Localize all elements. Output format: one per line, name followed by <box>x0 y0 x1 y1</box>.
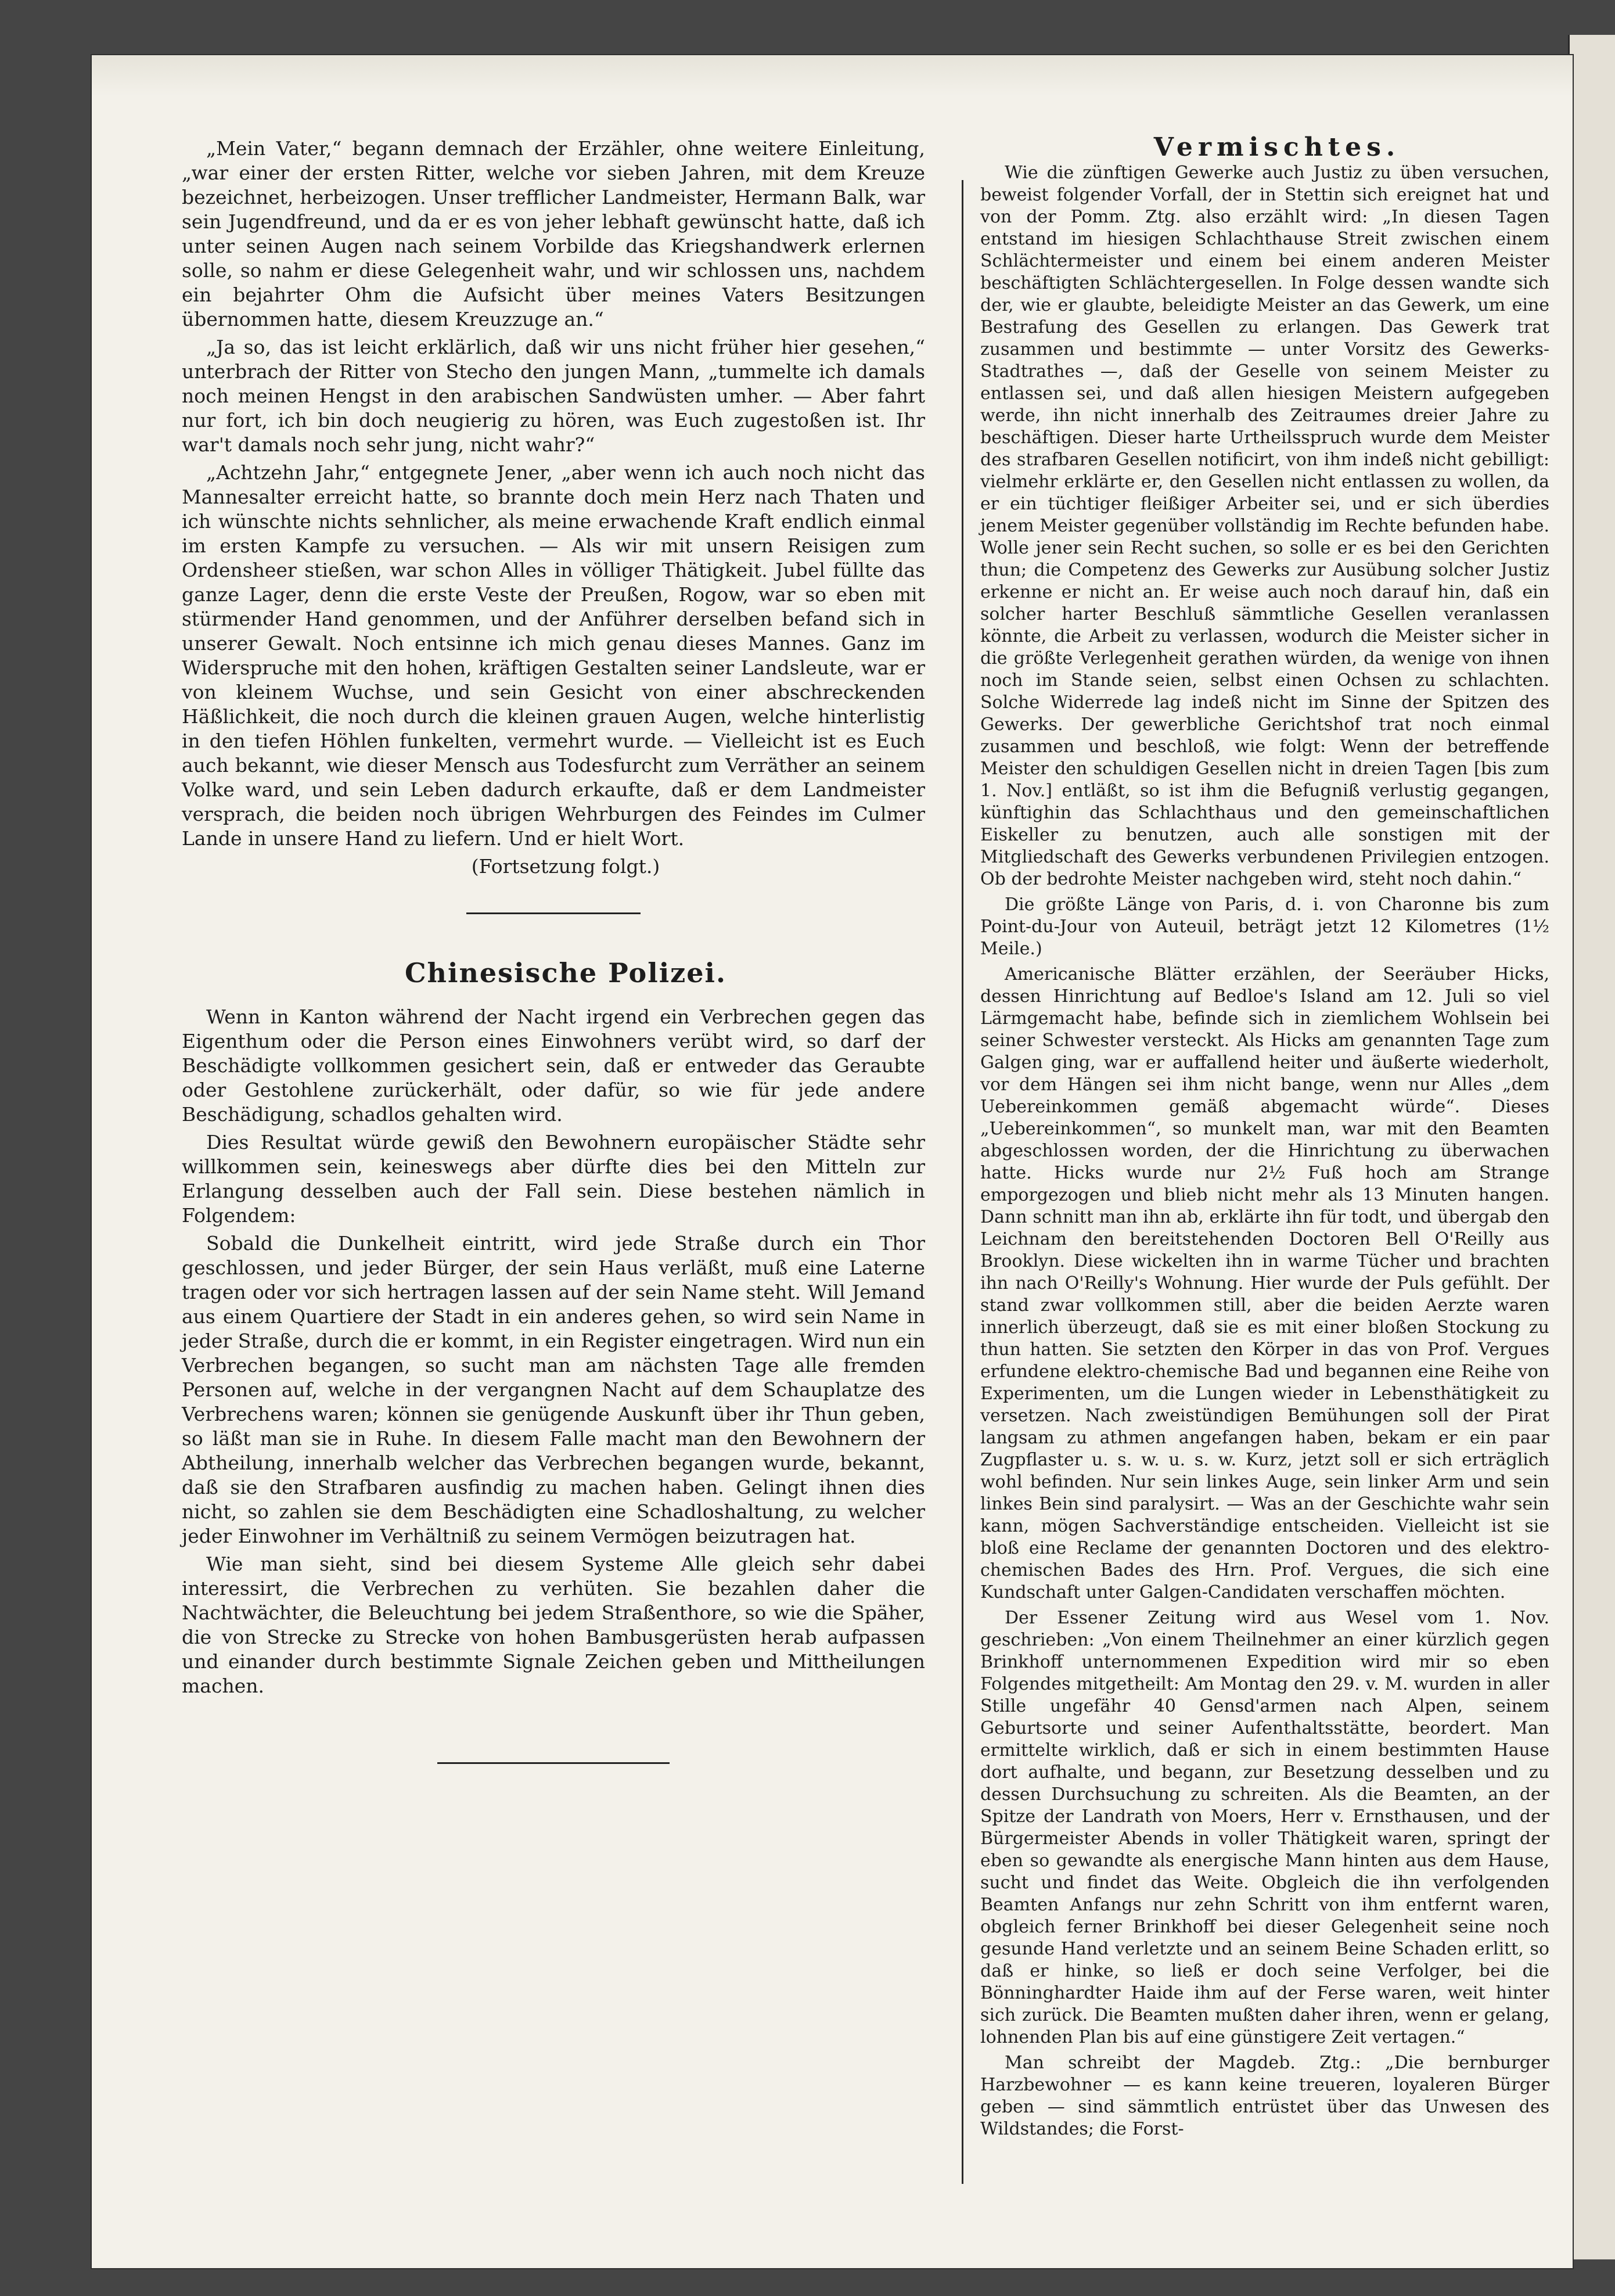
chinese-paragraph-1: Wenn in Kanton während der Nacht irgend ein Verbrechen gegen das Eigenthum oder die Person eines Einwohners verübt wird, so darf der Beschädigte vollkommen gesichert sein, daß er entweder das Geraubte oder Gestohlene zurückerhält, oder dafür, so wie für jede andere Beschädigung, schadlos gehalten wird. <box>182 1005 925 1126</box>
misc-paragraph-4: Der Essener Zeitung wird aus Wesel vom 1. Nov. geschrieben: „Von einem Theilnehmer an einer kürzlich gegen Brinkhoff unternommenen Expedition wird mir so eben Folgendes mitgetheilt: Am Montag den 29. v. M. wurden in aller Stille ungefähr 40 Gensd'armen nach Alpen, seinem Geburtsorte und seiner Aufenthaltsstätte, beordert. Man ermittelte wirklich, daß er sich in einem bestimmten Hause dort aufhalte, und begann, zur Besetzung desselben und zu dessen Durchsuchung zu schreiten. Als die Beamten, an der Spitze der Landrath von Moers, Herr v. Ernsthausen, und der Bürgermeister Abends in voller Thätigkeit waren, springt der eben so gewandte als energische Mann hinten aus dem Hause, sucht und findet das Weite. Obgleich die ihn verfolgenden Beamten Anfangs nur zehn Schritt von ihm entfernt waren, obgleich ferner Brinkhoff bei dieser Gelegenheit seine noch gesunde Hand verletzte und an seinem Beine Schaden erlitt, so daß er hinke, so ließ er doch seine Verfolger, bei die Bönninghardter Haide ihm auf der Ferse waren, weit hinter sich zurück. Die Beamten mußten daher ihren, wenn er gelang, lohnenden Plan bis auf eine günstigere Zeit vertagen.“ <box>980 1608 1549 2047</box>
column-rule <box>962 180 963 2184</box>
end-divider <box>437 1762 670 1764</box>
next-page-edge <box>1568 35 1615 2259</box>
misc-paragraph-1: Wie die zünftigen Gewerke auch Justiz zu üben versuchen, beweist folgender Vorfall, der in Stettin sich ereignet hat und von der Pomm. Ztg. also erzählt wird: „In diesen Tagen entstand im hiesigen Schlachthause Streit zwischen einem Schlächtermeister und einem bei einem anderen Meister beschäftigten Schlächtergesellen. In Folge dessen wandte sich der, wie er glaubte, beleidigte Meister an das Gewerk, um eine Bestrafung des Gesellen zu erlangen. Das Gewerk trat zusammen und bestimmte — unter Vorsitz des Gewerks-Stadtrathes —, daß der Geselle von seinem Meister zu entlassen sei, und daß allen hiesigen Meistern aufgegeben werde, ihn nicht innerhalb des Zeitraumes dreier Jahre zu beschäftigen. Dieser harte Urtheilsspruch wurde dem Meister des strafbaren Gesellen notificirt, von ihm indeß nicht gebilligt: vielmehr erklärte er, den Gesellen nicht entlassen zu wollen, da er ein tüchtiger fleißiger Arbeiter sei, und er sich überdies jenem Meister gegenüber vollständig im Rechte befunden habe. Wolle jener sein Recht suchen, so solle er es bei den Gerichten thun; die Competenz des Gewerks zur Ausübung solcher Justiz erkenne er nicht an. Er weise auch noch darauf hin, daß ein solcher harter Beschluß sämmtliche Gesellen veranlassen könnte, die Arbeit zu verlassen, wodurch die Meister sicher in die größte Verlegenheit gerathen würden, da wenige von ihnen noch im Stande seien, selbst einen Ochsen zu schlachten. Solche Widerrede lag indeß nicht im Sinne der Spitzen des Gewerks. Der gewerbliche Gerichtshof trat noch einmal zusammen und beschloß, wie folgt: Wenn der betreffende Meister den schuldigen Gesellen nicht in dreien Tagen [bis zum 1. Nov.] entläßt, so ist ihm die Befugniß verlustig gegangen, künftighin das Schlachthaus und den gemeinschaftlichen Eiskeller zu benutzen, auch alle sonstigen mit der Mitgliedschaft des Gewerks verbundenen Privilegien entzogen. Ob der bedrohte Meister nachgeben wird, steht noch dahin.“ <box>980 163 1549 889</box>
right-column <box>980 132 1549 2144</box>
chinese-paragraph-4: Wie man sieht, sind bei diesem Systeme Alle gleich sehr dabei interessirt, die Verbrechen zu verhüten. Sie bezahlen daher die Nachtwächter, die Beleuchtung bei jedem Straßenthore, so wie die Späher, die von Strecke zu Strecke von hohen Bambusgerüsten herab aufpassen und einander durch bestimmte Signale Zeichen geben und Mittheilungen machen. <box>182 1553 925 1697</box>
misc-paragraph-2: Die größte Länge von Paris, d. i. von Charonne bis zum Point-du-Jour von Auteuil, beträgt jetzt 12 Kilometres (1½ Meile.) <box>980 894 1549 959</box>
continuation-note: (Fortsetzung folgt.) <box>471 855 660 878</box>
left-column <box>182 136 925 1764</box>
misc-paragraph-5: Man schreibt der Magdeb. Ztg.: „Die bernburger Harzbewohner — es kann keine treueren, loyaleren Bürger geben — sind sämmtlich entrüstet über das Unwesen des Wildstandes; die Forst- <box>980 2053 1549 2139</box>
misc-paragraph-3: Americanische Blätter erzählen, der Seeräuber Hicks, dessen Hinrichtung auf Bedloe's Island am 12. Juli so viel Lärmgemacht habe, befinde sich in ziemlichem Wohlsein bei seiner Schwester versteckt. Als Hicks am genannten Tage zum Galgen ging, war er auffallend heiter und äußerte wiederholt, vor dem Hängen sei ihm nicht bange, wenn nur Alles „dem Uebereinkommen gemäß abgemacht würde“. Dieses „Uebereinkommen“, so munkelt man, war mit den Beamten abgeschlossen worden, der die Hinrichtung zu überwachen hatte. Hicks wurde nur 2½ Fuß hoch am Strange emporgezogen und blieb nicht mehr als 13 Minuten hangen. Dann schnitt man ihn ab, erklärte ihn für todt, und übergab den Leichnam den bereitstehenden Doctoren Bell O'Reilly aus Brooklyn. Diese wickelten ihn in warme Tücher und brachten ihn nach O'Reilly's Wohnung. Hier wurde der Puls gefühlt. Der stand zwar vollkommen still, aber die beiden Aerzte waren innerlich überzeugt, daß sie es mit einer bloßen Stockung zu thun hatten. Sie setzten den Körper in das von Prof. Vergues erfundene elektro-chemische Bad und begannen eine Reihe von Experimenten, um die Lungen wieder in Lebensthätigkeit zu versetzen. Nach zweistündigen Bemühungen soll der Pirat langsam zu athmen angefangen haben, bekam er ein paar Zugpflaster u. s. w. u. s. w. Kurz, jetzt soll er sich erträglich wohl befinden. Nur sein linkes Auge, sein linker Arm und sein linkes Bein sind paralysirt. — Was an der Geschichte wahr sein kann, mögen Sachverständige entscheiden. Vielleicht ist sie bloß eine Reclame der genannten Doctoren und des elektro-chemischen Bades des Hrn. Prof. Vergues, die sich eine Kundschaft unter Galgen-Candidaten verschaffen möchten. <box>980 964 1549 1602</box>
story-paragraph-3: „Achtzehn Jahr,“ entgegnete Jener, „aber wenn ich auch noch nicht das Mannesalter erreicht hatte, so brannte doch mein Herz nach Thaten und ich wünschte nichts sehnlicher, als meine erwachende Kraft endlich einmal im ersten Kampfe zu versuchen. — Als wir mit unsern Reisigen zum Ordensheer stießen, war schon Alles in völliger Thätigkeit. Jubel füllte das ganze Lager, denn die erste Veste der Preußen, Rogow, war so eben mit stürmender Hand genommen, und der Anführer derselben befand sich in unserer Gewalt. Noch entsinne ich mich genau dieses Mannes. Ganz im Widerspruche mit den hohen, kräftigen Gestalten seiner Landsleute, war er von kleinem Wuchse, und sein Gesicht von einer abschreckenden Häßlichkeit, die noch durch die kleinen grauen Augen, welche hinterlistig in den tiefen Höhlen funkelten, vermehrt wurde. — Vielleicht ist es Euch auch bekannt, wie dieser Mensch aus Todesfurcht zum Verräther an seinem Volke ward, und sein Leben dadurch erkaufte, daß er dem Landmeister versprach, die beiden noch übrigen Wehrburgen des Feindes im Culmer Lande in unsere Hand zu liefern. Und er hielt Wort. <box>182 461 925 850</box>
newspaper-page <box>92 55 1573 2268</box>
chinese-police-title: Chinesische Polizei. <box>404 957 727 989</box>
chinese-paragraph-2: Dies Resultat würde gewiß den Bewohnern europäischer Städte sehr willkommen sein, keineswegs aber dürfte dies bei den Mitteln zur Erlangung desselben auch der Fall sein. Diese bestehen nämlich in Folgendem: <box>182 1131 925 1227</box>
chinese-paragraph-3: Sobald die Dunkelheit eintritt, wird jede Straße durch ein Thor geschlossen, und jeder Bürger, der sein Haus verläßt, muß eine Laterne tragen oder vor sich hertragen lassen auf der sein Name steht. Will Jemand aus einem Quartiere der Stadt in ein anderes gehen, so wird sein Name in jeder Straße, durch die er kommt, in ein Register eingetragen. Wird nun ein Verbrechen begangen, so sucht man am nächsten Tage alle fremden Personen auf, welche in der vergangnen Nacht auf dem Schauplatze des Verbrechens waren; können sie genügende Auskunft über ihr Thun geben, so läßt man sie in Ruhe. In diesem Falle macht man den Bewohnern der Abtheilung, innerhalb welcher das Verbrechen begangen wurde, bekannt, daß sie den Strafbaren ausfindig zu machen haben. Gelingt ihnen dies nicht, so zahlen sie dem Beschädigten eine Schadloshaltung, zu welcher jeder Einwohner im Verhältniß zu seinem Vermögen beizutragen hat. <box>182 1232 925 1547</box>
miscellany-title: Vermischtes. <box>1153 132 1401 162</box>
story-paragraph-2: „Ja so, das ist leicht erklärlich, daß wir uns nicht früher hier gesehen,“ unterbrach der Ritter von Stecho den jungen Mann, „tummelte ich damals noch meinen Hengst in den arabischen Sandwüsten umher. — Aber fahrt nur fort, ich bin doch neugierig zu hören, was Euch zugestoßen ist. Ihr war't damals noch sehr jung, nicht wahr?“ <box>182 336 925 456</box>
story-paragraph-1: „Mein Vater,“ begann demnach der Erzähler, ohne weitere Einleitung, „war einer der ersten Ritter, welche vor sieben Jahren, mit dem Kreuze bezeichnet, herbeizogen. Unser trefflicher Landmeister, Hermann Balk, war sein Jugendfreund, und da er es von jeher lebhaft gewünscht hatte, daß ich unter seinen Augen nach seinem Vorbilde das Kriegshandwerk erlernen solle, so nahm er diese Gelegenheit wahr, und wir schlossen uns, nachdem ein bejahrter Ohm die Aufsicht über meines Vaters Besitzungen übernommen hatte, diesem Kreuzzuge an.“ <box>182 137 925 330</box>
section-divider <box>466 912 641 914</box>
